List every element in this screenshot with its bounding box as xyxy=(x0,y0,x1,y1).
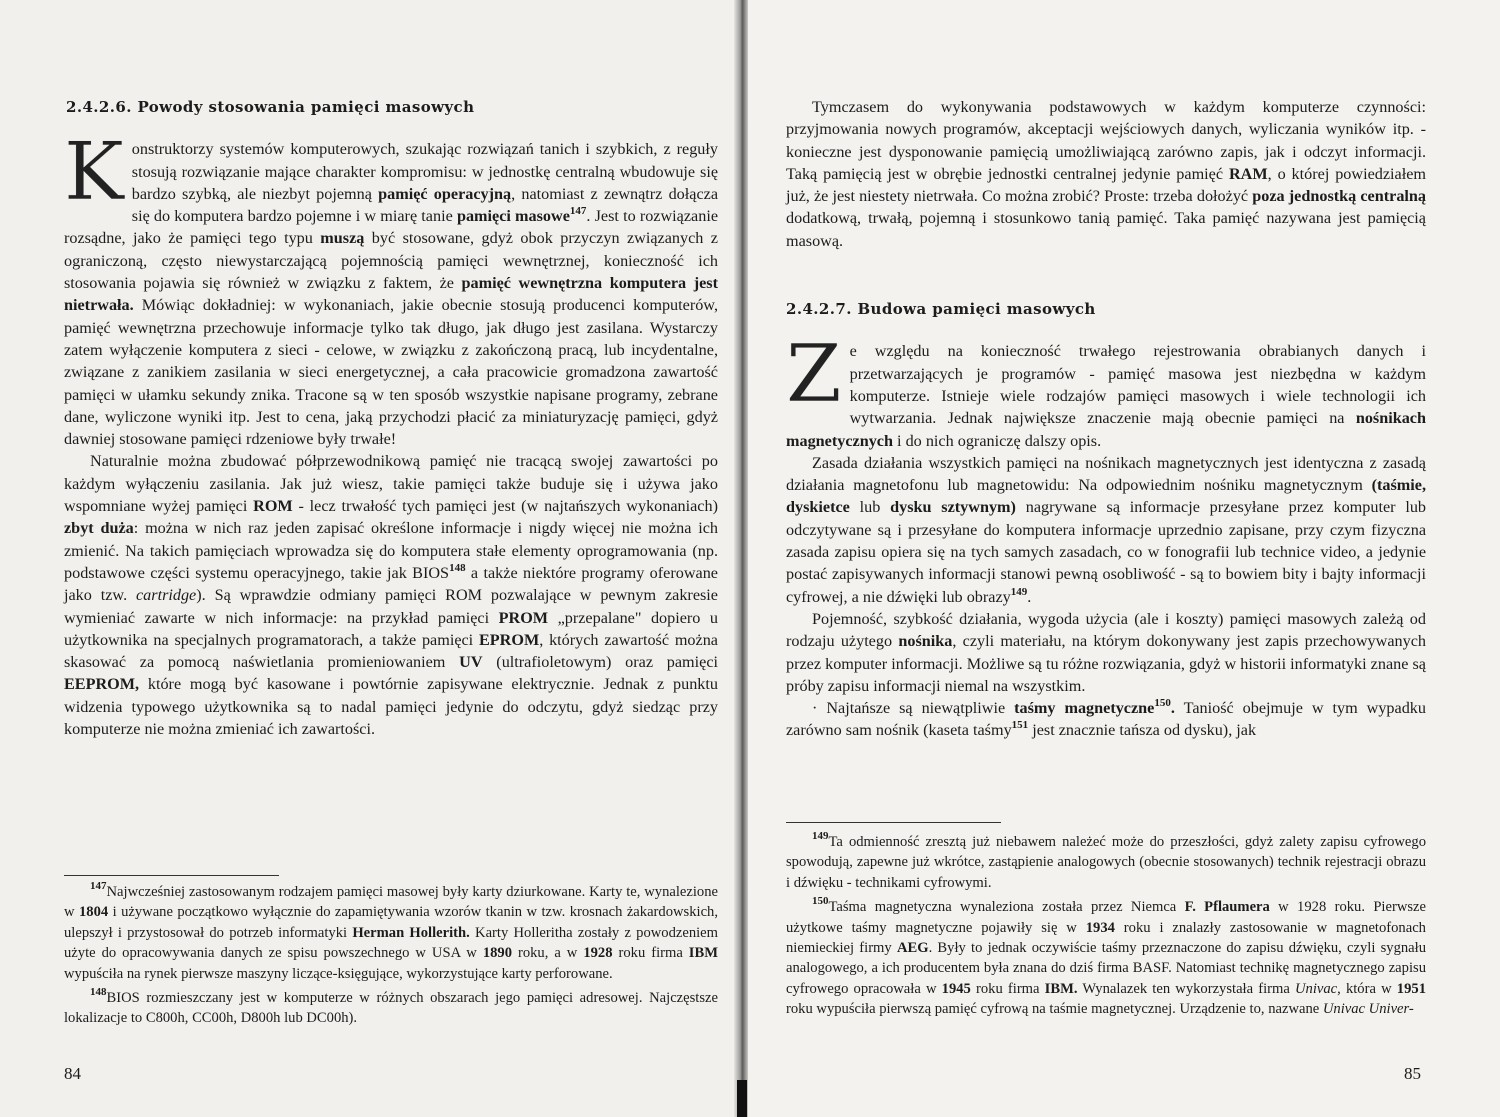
paragraph xyxy=(786,96,1426,252)
bold-run: ROM xyxy=(253,497,293,516)
paragraph xyxy=(786,608,1426,697)
text-run: , o której powiedziałem już, że jest niestety nietrwała. Co można zrobić? Proste: trzeba dołożyć xyxy=(786,164,1427,206)
bold-run: muszą xyxy=(320,229,365,248)
text-run: Tymczasem do wykonywania podstawowych w każdym komputerze czynności: przyjmowania nowych programów, akceptacji wejściowych danych, wyliczania wyników itp. - konieczne jest dysponowanie pamięcią umożliwiającą zarówno zapis, jak i odczyt informacji. Taką pamięcią jest w obrębie jednostki centralnej jedynie pamięć xyxy=(786,98,1426,183)
left-page xyxy=(0,0,740,1117)
bold-run: AEG xyxy=(896,940,929,957)
text-run: i używane początkowo wyłącznie do zapamiętywania wzorów tkanin w tzw. krosnach żakardowskich, ulepszył i przystosował do potrzeb informatyki xyxy=(64,904,718,941)
footnote-ref: 147 xyxy=(569,205,587,218)
bold-run: pamięć wewnętrzna komputera jest nietrwała. xyxy=(64,274,718,315)
bold-run: EPROM xyxy=(478,630,540,649)
bold-run: (taśmie, dyskietce xyxy=(786,476,1426,517)
text-run: roku wypuściła pierwszą pamięć cyfrową na taśmie magnetycznej. Urządzenie to, nazwane xyxy=(786,1001,1323,1018)
text-run: roku i znalazły zastosowanie w magnetofonach niemieckiej firmy xyxy=(786,919,1426,957)
footnote-ref: 151 xyxy=(1011,719,1029,732)
italic-run: cartridge xyxy=(136,586,197,605)
text-run: Naturalnie można zbudować półprzewodnikową pamięć nie tracącą swojej zawartości po każdym wyłączeniu zasilania. Jak już wiesz, takie pamięci także buduje się i używa jako wspomniane wyżej pamięci xyxy=(64,452,718,516)
text-run: „przepalane" dopiero u użytkownika na specjalnych programatorach, a także pamięci xyxy=(64,608,718,649)
text-run: Taniość obejmuje w tym wypadku zarówno sam nośnik (kaseta taśmy xyxy=(786,699,1426,740)
bold-run: nośnikach magnetycznych xyxy=(786,409,1426,450)
footnote-150 xyxy=(786,897,1426,1019)
text-run: roku firma xyxy=(970,980,1045,997)
bold-run: 1928 xyxy=(583,945,613,962)
italic-run: Univac Univer- xyxy=(1322,1001,1414,1018)
bold-run: UV xyxy=(459,653,483,672)
gutter-shadow xyxy=(737,1080,747,1117)
text-run: onstruktorzy systemów komputerowych, szukając rozwiązań tanich i szybkich, z reguły stosują rozwiązanie mające charakter kompromisu: w jednostkę centralną wbudowuje się bardzo szybką, ale niezbyt pojemną xyxy=(131,140,718,203)
footnote-ref: 147 xyxy=(90,880,107,892)
bold-run: EEPROM, xyxy=(64,675,140,694)
bold-run: pamięci masowe xyxy=(456,207,570,226)
paragraph xyxy=(786,327,1426,451)
text-run: Taśma magnetyczna wynaleziona została przez Niemca xyxy=(828,899,1185,916)
text-run: lub xyxy=(849,498,891,517)
section-heading-2-4-2-7: 2.4.2.7. Budowa pamięci masowych xyxy=(786,300,1096,319)
bold-run: IBM. xyxy=(1044,980,1078,997)
bold-run: nośnika xyxy=(898,632,953,651)
text-run: , natomiast z zewnątrz dołącza się do komputera bardzo pojemne i w miarę tanie xyxy=(131,184,719,226)
text-run: Ta odmienność zresztą już niebawem należeć może do przeszłości, gdyż zalety zapisu cyfrowego spowodują, zapewne już wkrótce, zastąpienie analogowych (obecnie stosowanych) technik rejestracji obrazu i dźwięku - technikami cyfrowymi. xyxy=(786,834,1426,891)
text-run: ). Są wprawdzie odmiany pamięci ROM pozwalające w pewnym zakresie wymieniać zawarte w nich informacje: na przykład pamięci xyxy=(64,586,718,627)
paragraph xyxy=(64,125,719,450)
section-heading-2-4-2-6: 2.4.2.6. Powody stosowania pamięci masowych xyxy=(66,98,475,116)
text-run: Zasada działania wszystkich pamięci na nośnikach magnetycznych jest identyczna z zasadą działania magnetofonu lub magnetowidu: Na odpowiednim nośniku magnetycznym xyxy=(786,453,1426,495)
page-number-right: 85 xyxy=(1404,1064,1421,1083)
bold-run: . xyxy=(1170,699,1175,718)
page-number-left: 84 xyxy=(64,1064,81,1083)
bold-run: 1890 xyxy=(482,945,512,962)
bold-run: dysku sztywnym) xyxy=(890,498,1016,517)
bold-run: pamięć operacyjną xyxy=(378,184,512,203)
text-run: Wynalazek ten wykorzystała firma xyxy=(1077,980,1295,997)
paragraph xyxy=(786,697,1426,742)
left-column xyxy=(64,96,718,740)
right-column xyxy=(786,96,1426,742)
text-run: , która w xyxy=(1337,980,1397,997)
text-run: , czyli materiału, na którym dokonywany jest zapis przechowywanych przez komputer informacji. Możliwe są tu różne rozwiązania, gdyż w historii informatyki znane są próby zapisu informacji niemal na wszystkim. xyxy=(786,632,1426,695)
spacer xyxy=(786,252,1426,298)
footnote-ref: 149 xyxy=(812,830,829,842)
footnote-rule xyxy=(786,822,1001,823)
text-run: . Były to jednak oczywiście taśmy przeznaczone do zapisu dźwięku, czyli sygnału analogowego, a ich producentem była znana do dziś firma BASF. Natomiast technikę magnetycznego zapisu cyfrowego opracowała w xyxy=(786,940,1427,997)
footnote-ref: 148 xyxy=(90,986,107,999)
paragraph xyxy=(786,452,1426,608)
bold-run: 1951 xyxy=(1396,980,1426,997)
text-run: Pojemność, szybkość działania, wygoda użycia (ale i koszty) pamięci masowych zależą od rodzaju użytego xyxy=(786,609,1426,651)
text-run: , których zawartość można skasować za pomocą naświetlania promieniowaniem xyxy=(64,630,718,672)
footnote-ref: 149 xyxy=(1010,585,1028,598)
text-run: i do nich ograniczę dalszy opis. xyxy=(893,431,1102,450)
footnote-ref: 150 xyxy=(1154,697,1171,710)
text-run: Mówiąc dokładniej: w wykonaniach, jakie obecnie stosują producenci komputerów, pamięć wewnętrzna przechowuje informacje tylko tak długo, jak długo jest zasilana. Wystarczy zatem wyłączenie komputera z sieci - celowe, w związku z zakończoną pracą, lub incydentalne, związane z zanikiem zasilania w sieci energetycznej, a cała pracowicie gromadzona zawartość pamięci w ułamku sekundy znika. Tracone są w ten sposób wszystkie napisane programy, zebrane dane, wyliczone wyniki itp. Jest to cena, jaką przychodzi płacić za miniaturyzację pamięci, gdyż dawniej stosowane pamięci rdzeniowe były trwałe! xyxy=(64,296,718,449)
paragraph xyxy=(64,450,718,740)
right-footnotes xyxy=(786,832,1426,1024)
text-run: które mogą być kasowane i powtórnie zapisywane elektrycznie. Jednak z punktu widzenia typowego użytkownika są to nadal pamięci jedynie do odczytu, gdyż siedząc przy komputerze nie można zmieniać ich zawartości. xyxy=(64,675,718,739)
text-run: Karty Holleritha zostały z powodzeniem użyte do opracowywania danych ze spisu powszechnego w USA w xyxy=(64,924,719,962)
footnote-148 xyxy=(64,988,718,1029)
bold-run: RAM xyxy=(1228,164,1268,183)
text-run: wypuściła na rynek pierwsze maszyny liczące-księgujące, wykorzystujące karty perforowane. xyxy=(64,965,613,982)
bold-run: 1804 xyxy=(78,904,109,921)
footnote-149 xyxy=(786,832,1426,893)
text-run: BIOS rozmieszczany jest w komputerze w różnych obszarach jego pamięci adresowej. Najczęstsze lokalizacje to C800h, CC00h, D800h lub DC00h). xyxy=(64,990,718,1027)
text-run: · Najtańsze są niewątpliwie xyxy=(812,699,1015,718)
italic-run: Univac xyxy=(1295,980,1338,997)
text-run: . Jest to rozwiązanie rozsądne, jako że pamięci tego typu xyxy=(64,207,719,248)
text-run: - lecz trwałość tych pamięci jest (w najtańszych wykonaniach) xyxy=(292,497,718,516)
dropcap-k: K xyxy=(64,125,124,219)
text-run: być stosowane, gdyż obok przyczyn związanych z ograniczoną, często niewystarczającą pojemnością pamięci wewnętrznej, konieczność ich stosowania pojawia się również w związku z faktem, że xyxy=(64,229,718,293)
text-run: (ultrafioletowym) oraz pamięci xyxy=(482,653,719,672)
bold-run: 1934 xyxy=(1085,919,1115,936)
left-footnotes xyxy=(64,882,718,1033)
text-run: roku, a w xyxy=(512,945,584,962)
text-run: roku firma xyxy=(612,945,689,962)
text-run: : można w nich raz jeden zapisać określone informacje i nigdy więcej nie można ich zmienić. Na takich pamięciach wprowadza się do komputera stałe elementy oprogramowania (np. podstawowe części systemu operacyjnego, takie jak BIOS xyxy=(64,519,718,582)
bold-run: 1945 xyxy=(941,980,971,997)
text-run: jest znacznie tańsza od dysku), jak xyxy=(1028,721,1257,740)
footnote-ref: 150 xyxy=(812,895,829,908)
dropcap-z: Z xyxy=(786,327,842,421)
bold-run: PROM xyxy=(498,608,549,627)
text-run: Najwcześniej zastosowanym rodzajem pamięci masowej były karty dziurkowane. Karty te, wynalezione w xyxy=(64,884,718,921)
bold-run: poza jednostką centralną xyxy=(1252,187,1427,206)
footnote-rule xyxy=(64,875,279,876)
text-run: a także niektóre programy oferowane jako tzw. xyxy=(64,563,718,605)
text-run: . xyxy=(1027,587,1032,606)
text-run: nagrywane są informacje przesyłane przez komputer lub odczytywane są i przesyłane do komputera informacje uprzednio zapisane, przy czym fizyczna zasada zapisu opiera się na tych samych zasadach, co w fonografii lub technice video, a jedynie postać zapisywanych informacji stanowi pewną osobliwość - są to bowiem bity i bajty informacji cyfrowej, a nie dźwięki lub obrazy xyxy=(786,498,1427,606)
bold-run: taśmy magnetyczne xyxy=(1014,699,1155,718)
bold-run: F. Pflaumera xyxy=(1184,899,1270,916)
book-gutter xyxy=(734,0,748,1117)
bold-run: zbyt duża xyxy=(64,519,134,538)
text-run: dodatkową, trwałą, pojemną i stosunkowo tanią pamięć. Taka pamięć nazywana jest pamięcią masową. xyxy=(786,209,1426,250)
footnote-147 xyxy=(64,882,718,984)
bold-run: Herman Hollerith. xyxy=(352,924,470,941)
footnote-ref: 148 xyxy=(449,561,466,574)
text-run: e względu na konieczność trwałego rejestrowania obrabianych danych i przetwarzających je programów - pamięć masowa jest niezbędna w każdym komputerze. Istnieje wiele rodzajów pamięci masowych i wiele technologii ich wytwarzania. Jednak największe znaczenie mają obecnie pamięci na xyxy=(849,342,1426,428)
text-run: w 1928 roku. Pierwsze użytkowe taśmy magnetyczne pojawiły się w xyxy=(786,899,1427,936)
bold-run: IBM xyxy=(688,945,718,962)
